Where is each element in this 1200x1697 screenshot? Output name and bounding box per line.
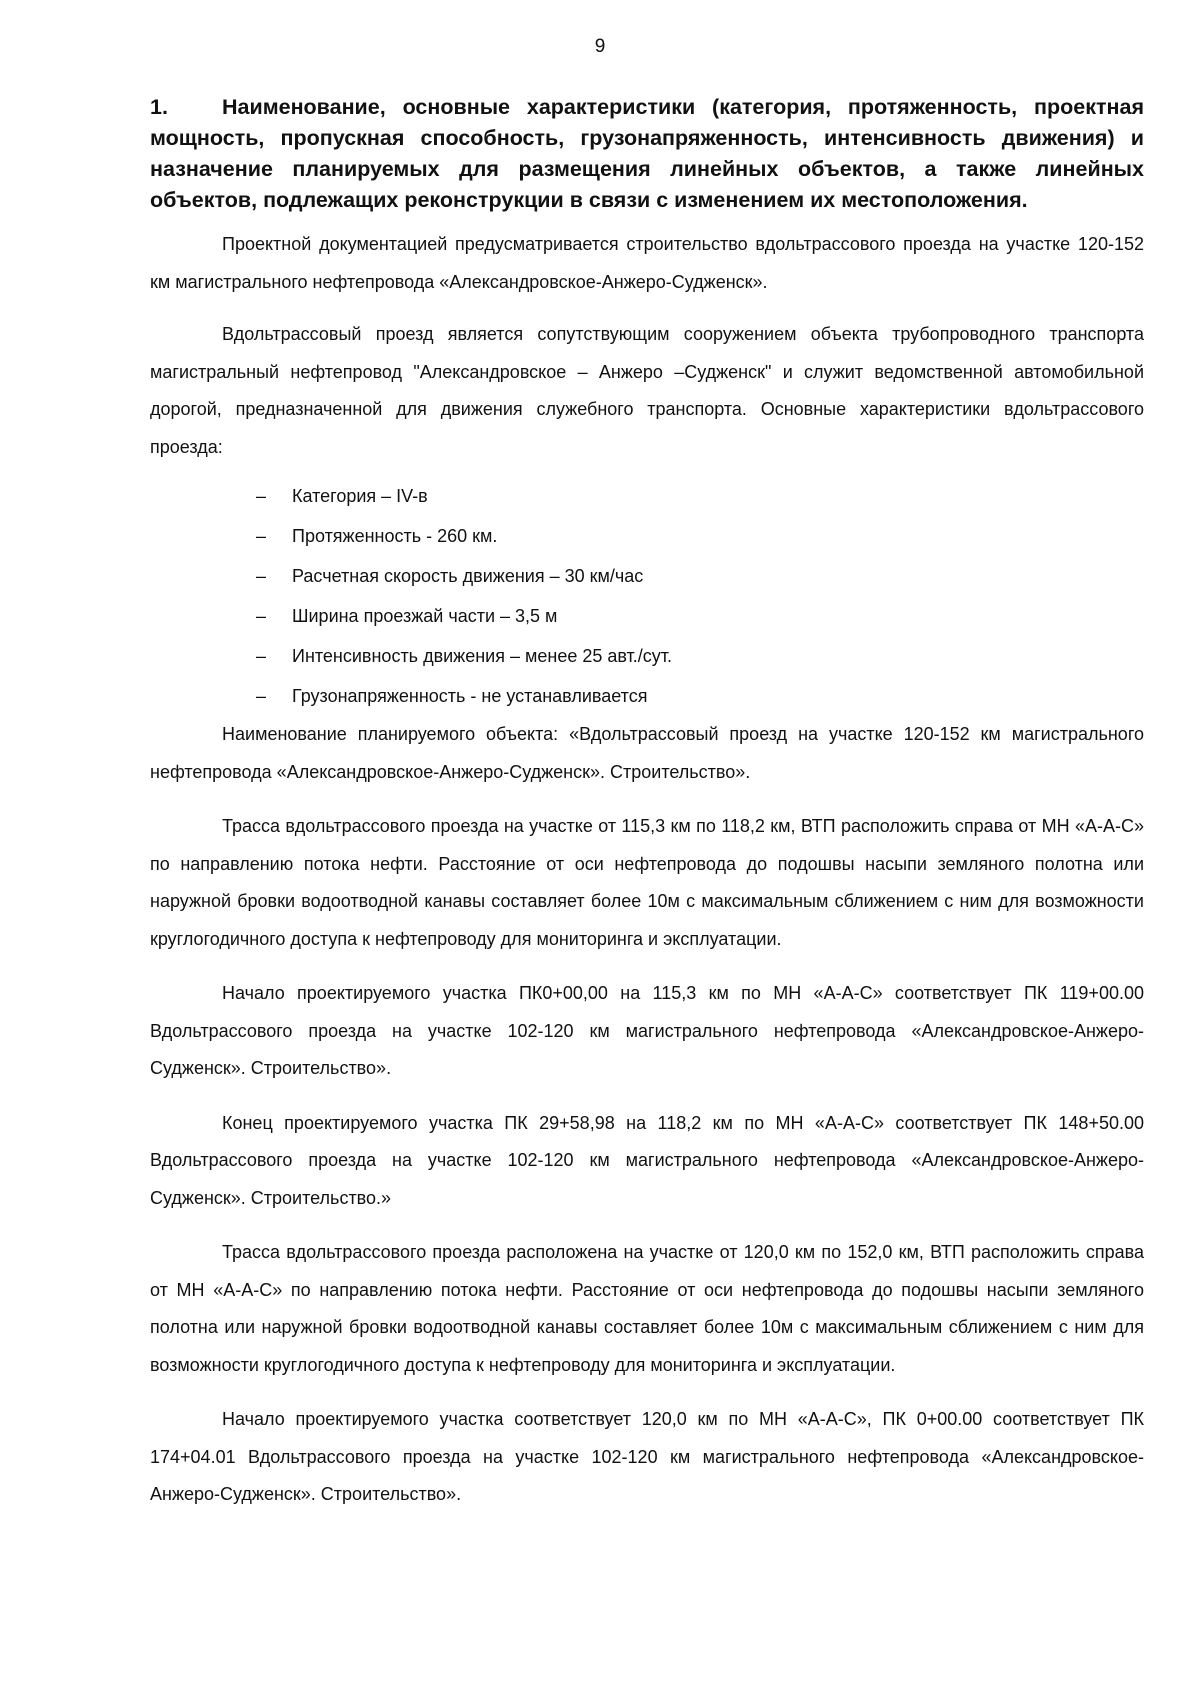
list-item: – Интенсивность движения – менее 25 авт./сут.	[256, 636, 1144, 676]
list-dash: –	[256, 686, 267, 706]
document-body	[150, 92, 1144, 1514]
paragraph-route-120: Трасса вдольтрассового проезда расположена на участке от 120,0 км по 152,0 км, ВТП расположить справа от МН «А-А-С» по направлению потока нефти. Расстояние от оси нефтепровода до подошвы насыпи земляного полотна или наружной бровки водоотводной канавы составляет более 10м с максимальным сближением с ним для возможности круглогодичного доступа к нефтепроводу для мониторинга и эксплуатации.	[150, 1242, 1144, 1375]
list-dash: –	[256, 566, 267, 586]
list-item: – Категория – IV-в	[256, 476, 1144, 516]
paragraph-intro: Проектной документацией предусматривается строительство вдольтрассового проезда на участке 120-152 км магистрального нефтепровода «Александровское-Анжеро-Судженск».	[150, 234, 1144, 292]
list-item: – Грузонапряженность - не устанавливается	[256, 676, 1144, 716]
list-dash: –	[256, 526, 267, 546]
section-number: 1.	[150, 95, 168, 119]
list-dash: –	[256, 486, 267, 506]
list-item: – Протяженность - 260 км.	[256, 516, 1144, 556]
list-dash: –	[256, 606, 267, 626]
paragraph-object-name: Наименование планируемого объекта: «Вдольтрассовый проезд на участке 120-152 км магистрального нефтепровода «Александровское-Анжеро-Судженск». Строительство».	[150, 724, 1144, 782]
paragraph-description: Вдольтрассовый проезд является сопутствующим сооружением объекта трубопроводного транспорта магистральный нефтепровод "Александровское – Анжеро –Судженск" и служит ведомственной автомобильной дорогой, предназначенной для движения служебного транспорта. Основные характеристики вдольтрассового проезда:	[150, 324, 1144, 457]
list-dash: –	[256, 646, 267, 666]
paragraph-end-118: Конец проектируемого участка ПК 29+58,98 на 118,2 км по МН «А-А-С» соответствует ПК 148+50.00 Вдольтрассового проезда на участке 102-120 км магистрального нефтепровода «Александровское-Анжеро-Судженск». Строительство.»	[150, 1112, 1144, 1208]
characteristics-list	[150, 476, 1144, 716]
list-item: – Расчетная скорость движения – 30 км/час	[256, 556, 1144, 596]
section-title: Наименование, основные характеристики (категория, протяженность, проектная мощность, пропускная способность, грузонапряженность, интенсивность движения) и назначение планируемых для размещения линейных объектов, а также линейных объектов, подлежащих реконструкции в связи с изменением их местоположения.	[150, 95, 1144, 212]
section-heading	[150, 92, 1144, 216]
paragraph-route-115: Трасса вдольтрассового проезда на участке от 115,3 км по 118,2 км, ВТП расположить справа от МН «А-А-С» по направлению потока нефти. Расстояние от оси нефтепровода до подошвы насыпи земляного полотна или наружной бровки водоотводной канавы составляет более 10м с максимальным сближением с ним для возможности круглогодичного доступа к нефтепроводу для мониторинга и эксплуатации.	[150, 816, 1144, 949]
paragraph-start-115: Начало проектируемого участка ПК0+00,00 на 115,3 км по МН «А-А-С» соответствует ПК 119+00.00 Вдольтрассового проезда на участке 102-120 км магистрального нефтепровода «Александровское-Анжеро-Судженск». Строительство».	[150, 983, 1144, 1078]
page-number: 9	[594, 36, 606, 57]
paragraph-start-120: Начало проектируемого участка соответствует 120,0 км по МН «А-А-С», ПК 0+00.00 соответствует ПК 174+04.01 Вдольтрассового проезда на участке 102-120 км магистрального нефтепровода «Александровское-Анжеро-Судженск». Строительство».	[150, 1409, 1144, 1504]
list-item: – Ширина проезжай части – 3,5 м	[256, 596, 1144, 636]
